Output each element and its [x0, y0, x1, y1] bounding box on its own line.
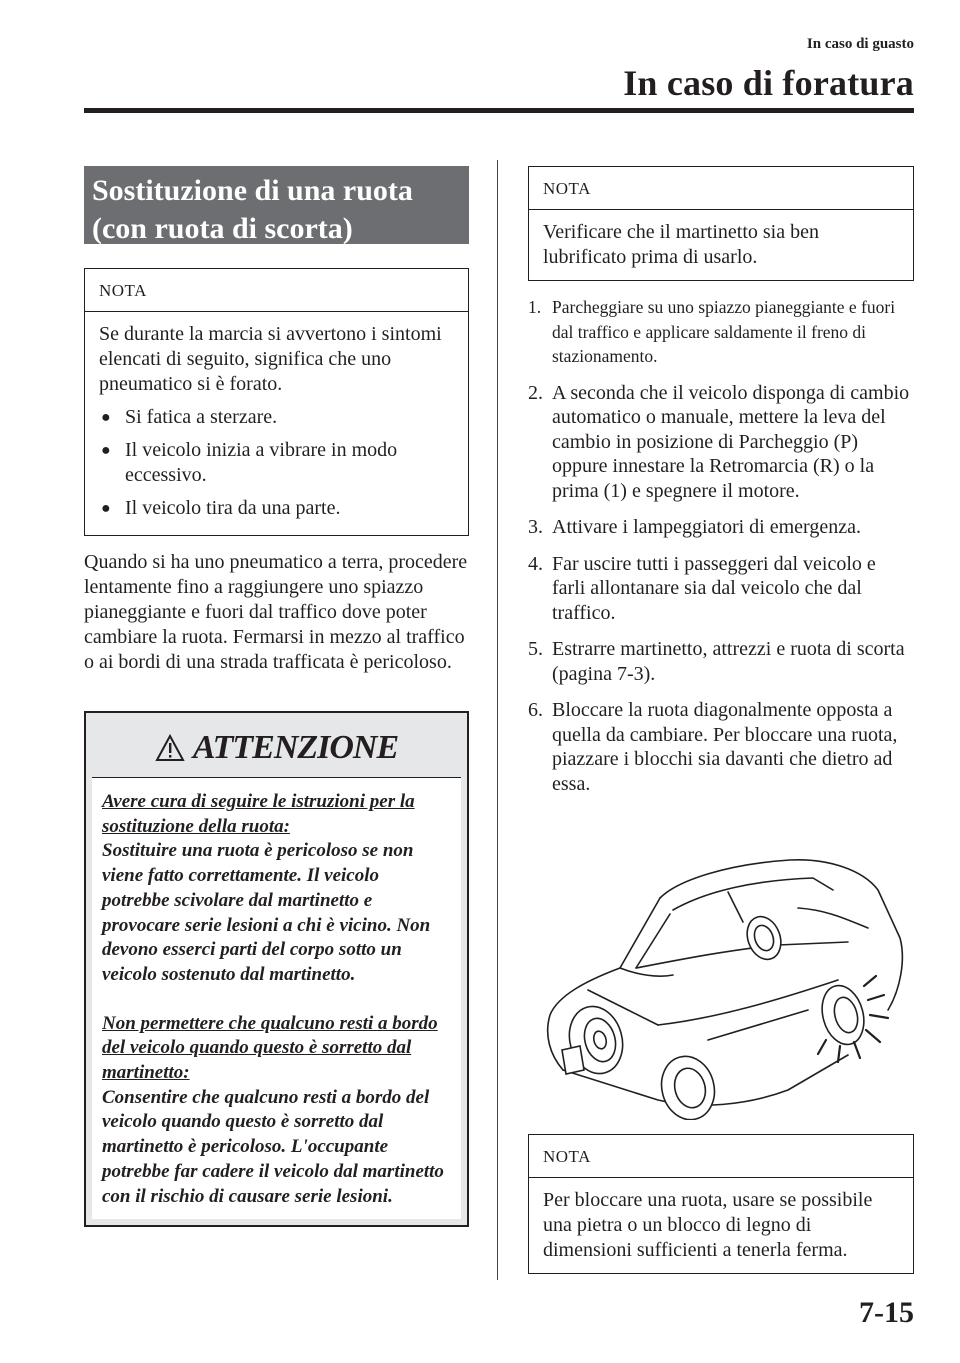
spacer	[102, 988, 451, 1012]
step-text: Parcheggiare su uno spiazzo pianeggiante e fuori dal traffico e applicare saldamente il freno di stazionamento.	[552, 297, 896, 366]
step-text: Attivare i lampeggiatori di emergenza.	[552, 516, 861, 538]
page-title: In caso di foratura	[623, 63, 914, 103]
step-text: A seconda che il veicolo disponga di cambio automatico o manuale, mettere la leva del cambio in posizione di Parcheggio (P) oppure innestare la Retromarcia (R) o la prima (1) e spegnere il motore.	[552, 381, 910, 502]
warning-box	[84, 711, 469, 1227]
step-number: 3.	[528, 516, 543, 538]
step-number: 6.	[528, 699, 543, 721]
note-body	[85, 312, 468, 535]
car-wheel-block-illustration	[528, 850, 914, 1120]
header-rule	[84, 108, 914, 113]
step-number: 1.	[528, 297, 542, 317]
step-text: Estrarre martinetto, attrezzi e ruota di scorta (pagina 7-3).	[552, 638, 905, 685]
section-heading	[84, 166, 469, 244]
note-box-chock	[528, 1134, 914, 1274]
list-item	[528, 552, 914, 626]
left-column	[84, 166, 469, 1227]
note-label: NOTA	[529, 1135, 913, 1178]
step-number: 5.	[528, 638, 543, 660]
note-label: NOTA	[85, 269, 468, 312]
warning-content	[92, 777, 461, 1219]
note-box-symptoms	[84, 268, 469, 536]
note-body: Verificare che il martinetto sia ben lubrificato prima di usarlo.	[543, 221, 819, 268]
list-item	[99, 405, 454, 430]
list-item	[528, 515, 914, 540]
list-item	[99, 438, 454, 488]
bullet-icon: ●	[101, 409, 111, 426]
bullet-text: Si fatica a sterzare.	[125, 406, 278, 428]
bullet-icon: ●	[101, 442, 111, 459]
bullet-icon: ●	[101, 500, 111, 517]
column-divider	[497, 160, 498, 1280]
step-number: 2.	[528, 381, 543, 404]
steps-list	[528, 295, 914, 796]
section-heading-line2: (con ruota di scorta)	[92, 212, 353, 245]
warning-triangle-icon	[155, 734, 185, 762]
note-box-jack	[528, 166, 914, 281]
body-paragraph: Quando si ha uno pneumatico a terra, procedere lentamente fino a raggiungere uno spiazzo pianeggiante e fuori dal traffico dove poter cambiare la ruota. Fermarsi in mezzo al traffico o ai bordi di una strada trafficata è pericoloso.	[84, 551, 468, 673]
step-text: Bloccare la ruota diagonalmente opposta a quella da cambiare. Per bloccare una ruota, piazzare i blocchi sia davanti che dietro ad essa.	[552, 699, 898, 795]
step-number: 4.	[528, 552, 543, 575]
warning-text: Consentire che qualcuno resti a bordo del veicolo quando questo è sorretto dal martinetto è pericoloso. L'occupante potrebbe far cadere il veicolo dal martinetto con il rischio di causare serie lesioni.	[102, 1086, 444, 1207]
warning-title	[92, 719, 461, 777]
warning-subheading: Avere cura di seguire le istruzioni per la sostituzione della ruota:	[102, 791, 415, 837]
step-text: Far uscire tutti i passeggeri dal veicolo e farli allontanare sia dal veicolo che dal traffico.	[552, 552, 876, 624]
list-item	[99, 496, 454, 521]
warning-text: Sostituire una ruota è pericoloso se non viene fatto correttamente. Il veicolo potrebbe scivolare dal martinetto e provocare serie lesioni a chi è vicino. Non devono esserci parti del corpo sotto un veicolo sostenuto dal martinetto.	[102, 840, 431, 985]
warning-title-text: ATTENZIONE	[192, 729, 399, 766]
page-number: 7-15	[859, 1296, 914, 1329]
warning-subheading: Non permettere che qualcuno resti a bordo del veicolo quando questo è sorretto dal martinetto:	[102, 1012, 438, 1084]
list-item	[528, 637, 914, 686]
list-item	[528, 295, 914, 369]
chapter-label: In caso di guasto	[806, 36, 914, 52]
note-label: NOTA	[529, 167, 913, 210]
section-heading-line1: Sostituzione di una ruota	[92, 174, 413, 207]
list-item	[528, 381, 914, 504]
bullet-text: Il veicolo inizia a vibrare in modo eccessivo.	[125, 439, 398, 486]
bullet-text: Il veicolo tira da una parte.	[125, 497, 341, 519]
note-intro: Se durante la marcia si avvertono i sintomi elencati di seguito, significa che uno pneumatico si è forato.	[99, 323, 442, 395]
note-body: Per bloccare una ruota, usare se possibile una pietra o un blocco di legno di dimensioni sufficienti a tenerla ferma.	[543, 1189, 873, 1261]
right-column	[528, 166, 914, 808]
list-item	[528, 698, 914, 796]
